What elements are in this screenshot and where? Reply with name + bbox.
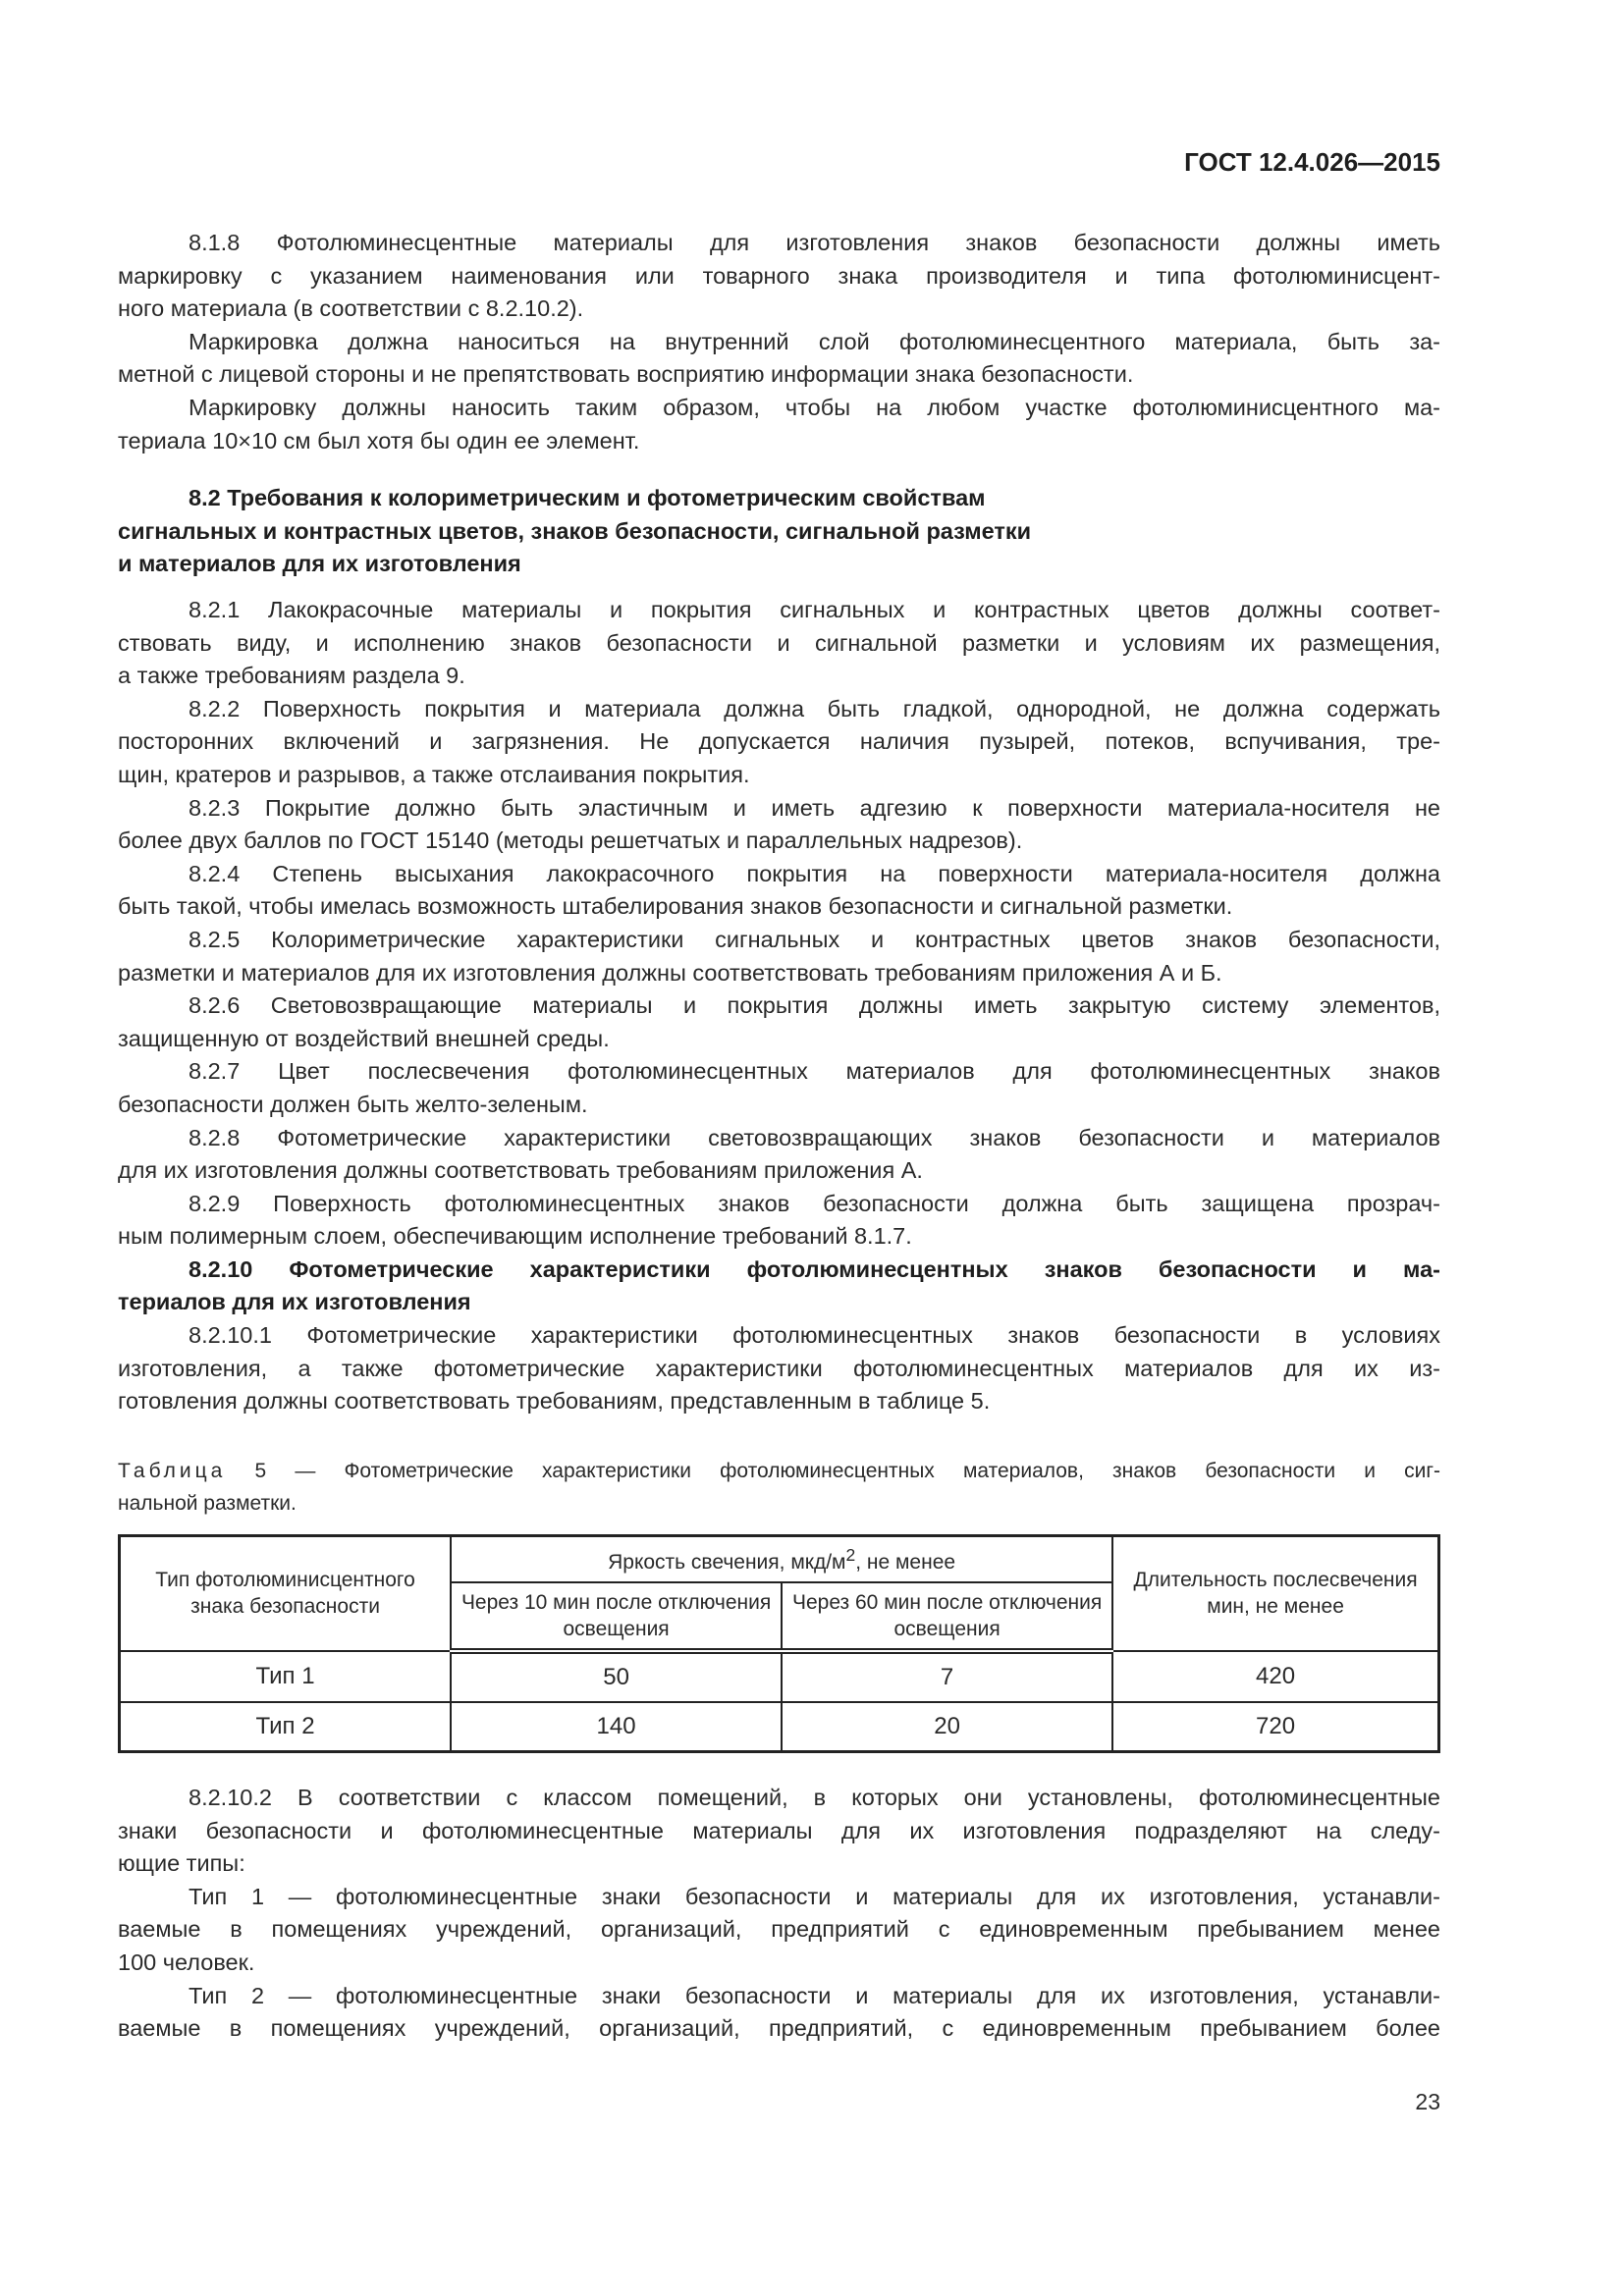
text-line: посторонних включений и загрязнения. Не допускается наличия пузырей, потеков, вспучивания, тре- bbox=[118, 728, 1440, 755]
cell: 7 bbox=[782, 1651, 1112, 1702]
text-line: готовления должны соответствовать требованиям, представленным в таблице 5. bbox=[118, 1388, 991, 1415]
text-line: 8.2 Требования к колориметрическим и фотометрическим свойствам bbox=[189, 485, 986, 510]
text-line: 8.2.5 Колориметрические характеристики сигнальных и контрастных цветов знаков безопасности, bbox=[189, 926, 1440, 952]
page-number: 23 bbox=[1415, 2089, 1440, 2114]
paragraph bbox=[118, 693, 1440, 792]
text-line: 8.2.9 Поверхность фотолюминесцентных знаков безопасности должна быть защищена прозрач- bbox=[189, 1190, 1440, 1216]
paragraph-group bbox=[118, 227, 1440, 457]
text-line: более двух баллов по ГОСТ 15140 (методы решетчатых и параллельных надрезов). bbox=[118, 828, 1023, 854]
table-row bbox=[120, 1651, 1439, 1702]
paragraph bbox=[118, 1055, 1440, 1121]
paragraph bbox=[118, 1881, 1440, 1980]
text-line: знаки безопасности и фотолюминесцентные материалы для их изготовления подразделяют на следу- bbox=[118, 1817, 1440, 1843]
text-line: ным полимерным слоем, обеспечивающим исполнение требований 8.1.7. bbox=[118, 1223, 912, 1250]
paragraph-group bbox=[118, 594, 1440, 1418]
text-line: 8.2.1 Лакокрасочные материалы и покрытия сигнальных и контрастных цветов должны соответ- bbox=[189, 597, 1440, 622]
text-line: 8.2.10 Фотометрические характеристики фотолюминесцентных знаков безопасности и ма- bbox=[189, 1255, 1440, 1282]
cell: 720 bbox=[1112, 1702, 1438, 1752]
text-line: Тип 1 — фотолюминесцентные знаки безопасности и материалы для их изготовления, устанавли- bbox=[189, 1883, 1440, 1909]
text-line: 8.2.10.2 В соответствии с классом помещений, в которых они установлены, фотолюминесцентные bbox=[189, 1785, 1440, 1810]
paragraph bbox=[118, 858, 1440, 924]
text-line: разметки и материалов для их изготовления должны соответствовать требованиям приложения А и Б. bbox=[118, 959, 1222, 986]
text-line: 8.2.4 Степень высыхания лакокрасочного покрытия на поверхности материала-носителя должна bbox=[189, 860, 1440, 886]
table-caption-label: Таблица bbox=[118, 1460, 227, 1482]
paragraph bbox=[118, 326, 1440, 392]
cell: 20 bbox=[782, 1702, 1112, 1752]
text-line: ваемые в помещениях учреждений, организаций, предприятий, с единовременным пребыванием более bbox=[118, 2015, 1440, 2042]
paragraph bbox=[118, 989, 1440, 1055]
text-line: для их изготовления должны соответствовать требованиям приложения А. bbox=[118, 1157, 923, 1184]
text-line: 8.2.7 Цвет послесвечения фотолюминесцентных материалов для фотолюминесцентных знаков bbox=[189, 1058, 1440, 1085]
paragraph bbox=[118, 1122, 1440, 1188]
heading-text bbox=[118, 482, 1440, 581]
header-type: Тип фотолюминисцентного знака безопасности bbox=[120, 1536, 452, 1651]
text-line: териала 10×10 см был хотя бы один ее элемент. bbox=[118, 427, 640, 454]
text-line: маркировку с указанием наименования или товарного знака производителя и типа фотолюминисцент- bbox=[118, 262, 1440, 289]
paragraph bbox=[118, 792, 1440, 858]
text-line: Маркировка должна наноситься на внутренний слой фотолюминесцентного материала, быть за- bbox=[189, 328, 1440, 354]
header-duration: Длительность послесвечения мин, не менее bbox=[1112, 1536, 1438, 1651]
text-line: Тип 2 — фотолюминесцентные знаки безопасности и материалы для их изготовления, устанавли- bbox=[189, 1982, 1440, 2008]
table-row bbox=[120, 1702, 1439, 1752]
text-line: ваемые в помещениях учреждений, организаций, предприятий с единовременным пребыванием менее bbox=[118, 1916, 1440, 1943]
header-60min: Через 60 мин после отключения освещения bbox=[782, 1582, 1112, 1651]
caption-line: нальной разметки. bbox=[118, 1492, 297, 1515]
text-line: изготовления, а также фотометрические характеристики фотолюминесцентных материалов для их из- bbox=[118, 1355, 1440, 1381]
table-caption bbox=[118, 1455, 1440, 1520]
text-line: 8.2.6 Световозвращающие материалы и покрытия должны иметь закрытую систему элементов, bbox=[189, 992, 1440, 1019]
photometric-table bbox=[118, 1534, 1440, 1753]
text-line: сигнальных и контрастных цветов, знаков безопасности, сигнальной разметки bbox=[118, 517, 1032, 544]
text-line: 8.2.8 Фотометрические характеристики световозвращающих знаков безопасности и материалов bbox=[189, 1124, 1440, 1150]
caption-line: 5 — Фотометрические характеристики фотолюминесцентных материалов, знаков безопасности и сиг- bbox=[254, 1460, 1441, 1482]
paragraph-group bbox=[118, 1782, 1440, 2046]
paragraph bbox=[118, 1254, 1440, 1319]
text-line: Маркировку должны наносить таким образом, чтобы на любом участке фотолюминисцентного ма- bbox=[189, 394, 1440, 420]
header-brightness: Яркость свечения, мкд/$м^2$, не менее bbox=[451, 1536, 1112, 1582]
header-10min: Через 10 мин после отключения освещения bbox=[451, 1582, 782, 1651]
text-line: ствовать виду, и исполнению знаков безопасности и сигнальной разметки и условиям их размещения, bbox=[118, 629, 1440, 656]
text-line: а также требованиям раздела 9. bbox=[118, 663, 465, 689]
cell: Тип 2 bbox=[120, 1702, 452, 1752]
text-line: быть такой, чтобы имелась возможность штабелирования знаков безопасности и сигнальной разметки. bbox=[118, 893, 1233, 920]
text-line: 8.2.10.1 Фотометрические характеристики фотолюминесцентных знаков безопасности в условиях bbox=[189, 1322, 1440, 1349]
text-line: ного материала (в соответствии с 8.2.10.2). bbox=[118, 295, 584, 322]
cell: 420 bbox=[1112, 1651, 1438, 1702]
text-line: щин, кратеров и разрывов, а также отслаивания покрытия. bbox=[118, 761, 750, 787]
paragraph bbox=[118, 1188, 1440, 1254]
document-code-header: ГОСТ 12.4.026—2015 bbox=[1184, 147, 1440, 177]
paragraph bbox=[118, 594, 1440, 693]
text-line: териалов для их изготовления bbox=[118, 1289, 471, 1315]
cell: 140 bbox=[451, 1702, 782, 1752]
text-line: метной с лицевой стороны и не препятствовать восприятию информации знака безопасности. bbox=[118, 361, 1134, 388]
text-line: защищенную от воздействий внешней среды. bbox=[118, 1025, 610, 1051]
paragraph bbox=[118, 227, 1440, 326]
text-line: 100 человек. bbox=[118, 1949, 255, 1975]
paragraph bbox=[118, 1319, 1440, 1418]
text-line: 8.2.3 Покрытие должно быть эластичным и иметь адгезию к поверхности материала-носителя не bbox=[189, 794, 1440, 821]
paragraph bbox=[118, 924, 1440, 989]
section-heading bbox=[118, 482, 1440, 581]
text-line: безопасности должен быть желто-зеленым. bbox=[118, 1091, 588, 1117]
text-line: ющие типы: bbox=[118, 1850, 245, 1877]
paragraph bbox=[118, 392, 1440, 457]
text-line: 8.2.2 Поверхность покрытия и материала должна быть гладкой, однородной, не должна содержать bbox=[189, 695, 1440, 721]
text-line: и материалов для их изготовления bbox=[118, 551, 521, 577]
cell: Тип 1 bbox=[120, 1651, 452, 1702]
text-line: 8.1.8 Фотолюминесцентные материалы для изготовления знаков безопасности должны иметь bbox=[189, 230, 1440, 255]
paragraph bbox=[118, 1782, 1440, 1881]
cell: 50 bbox=[451, 1651, 782, 1702]
paragraph bbox=[118, 1980, 1440, 2046]
